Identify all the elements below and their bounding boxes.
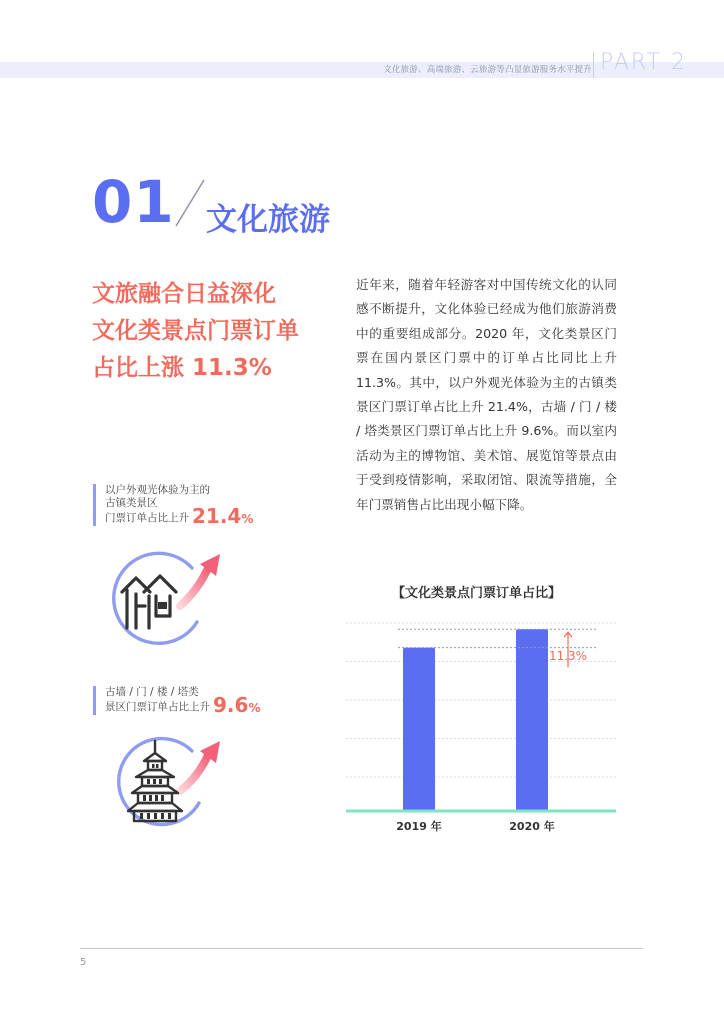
callout-pagoda	[93, 686, 260, 715]
bar	[403, 648, 435, 811]
pagoda-tower-icon	[104, 735, 229, 834]
category-label: 2020 年	[509, 820, 555, 833]
callout-value	[192, 504, 253, 528]
bar	[516, 629, 548, 811]
header-divider	[593, 52, 594, 78]
callout-line: 古镇类景区	[105, 497, 158, 509]
callout-value-number: 9.6	[213, 693, 249, 717]
callout-value-number: 21.4	[192, 504, 242, 528]
section-slash	[170, 178, 210, 228]
footer-divider	[80, 948, 643, 949]
chart-title: 【文化类景点门票订单占比】	[392, 586, 562, 601]
chart-grid	[346, 623, 616, 777]
part-label: PART 2	[600, 50, 688, 75]
bar-chart	[346, 615, 616, 840]
chart-bars	[403, 629, 548, 811]
header-subtitle: 文化旅游、高端旅游、云旅游等凸显旅游服务水平提升	[383, 65, 592, 75]
callout-line: 景区门票订单占比上升	[105, 701, 210, 713]
section-title: 文化旅游	[206, 202, 330, 238]
category-label: 2019 年	[396, 820, 442, 833]
ancient-town-gate-icon	[100, 550, 225, 654]
callout-line: 门票订单占比上升	[105, 512, 189, 524]
subtitle-line: 占比上涨 11.3%	[92, 355, 272, 381]
subtitle-line: 文化类景点门票订单	[92, 318, 299, 344]
callout-line: 古墙 / 门 / 楼 / 塔类	[105, 686, 199, 698]
callout-line: 以户外观光体验为主的	[105, 484, 210, 496]
callout-value-unit: %	[241, 512, 254, 526]
callout-value-unit: %	[248, 701, 261, 715]
annotation-label: 11.3%	[548, 649, 588, 664]
callout-value	[213, 693, 260, 717]
chart-category-labels	[396, 819, 554, 833]
section-number: 01	[92, 168, 175, 236]
page-number: 5	[80, 957, 87, 968]
subtitle	[92, 276, 342, 387]
body-paragraph: 近年来，随着年轻游客对中国传统文化的认同感不断提升，文化体验已经成为他们旅游消费中的重要组成部分。2020 年，文化类景区门票在国内景区门票中的订单占比同比上升 11.3%。其中，以户外观光体验为主的古镇类景区门票订单占比上升 21.4%，古墙 / 门 / 楼 / 塔类景区门票订单占比上升 9.6%。而以室内活动为主的博物馆、美术馆、展览馆等景点由于受到疫情影响，采取闭馆、限流等措施，全年门票销售占比出现小幅下降。	[356, 277, 617, 512]
callout-town	[93, 484, 253, 526]
subtitle-line: 文旅融合日益深化	[92, 281, 276, 307]
